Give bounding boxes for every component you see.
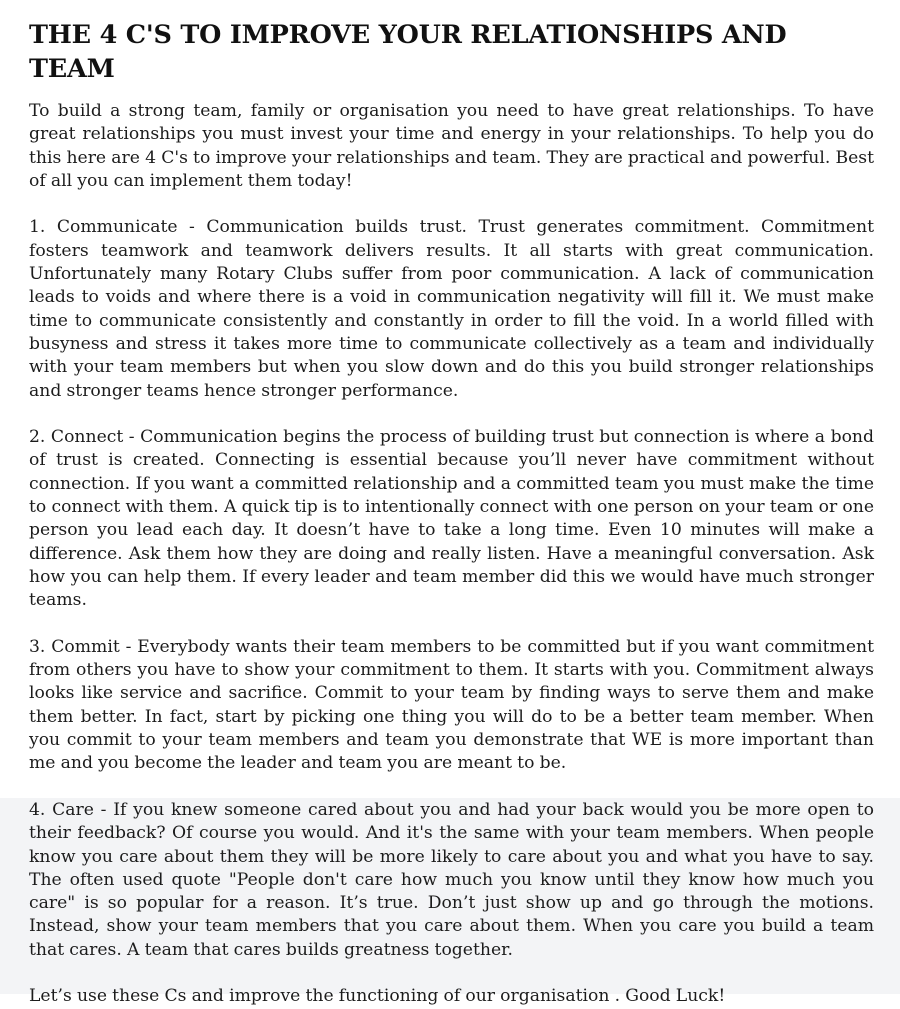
section-connect: 2. Connect - Communication begins the process of building trust but connection is where a bond of trust is created. Connecting is essential because you’ll never have commitment without connection. If you want a committed relationship and a committed team you must make the time to connect with them. A quick tip is to intentionally connect with one person on your team or one person you lead each day. It doesn’t have to take a long time. Even 10 minutes will make a difference. Ask them how they are doing and really listen. Have a meaningful conversation. Ask how you can help them. If every leader and team member did this we would have much stronger teams. (29, 427, 874, 611)
section-commit: 3. Commit - Everybody wants their team members to be committed but if you want commitment from others you have to show your commitment to them. It starts with you. Commitment always looks like service and sacrifice. Commit to your team by finding ways to serve them and make them better. In fact, start by picking one thing you will do to be a better team member. When you commit to your team members and team you demonstrate that WE is more important than me and you become the leader and team you are meant to be. (29, 636, 874, 774)
intro-paragraph: To build a strong team, family or organisation you need to have great relationships. To have great relationships you must invest your time and energy in your relationships. To help you do this here are 4 C's to improve your relationships and team. They are practical and powerful. Best of all you can implement them today! (29, 101, 874, 191)
article-title: THE 4 C'S TO IMPROVE YOUR RELATIONSHIPS AND TEAM (29, 20, 787, 84)
closing-paragraph: Let’s use these Cs and improve the functioning of our organisation . Good Luck! (29, 986, 726, 1007)
section-care: 4. Care - If you knew someone cared about you and had your back would you be more open to their feedback? Of course you would. And it's the same with your team members. When people know you care about them they will be more likely to care about you and what you have to say. The often used quote "People don't care how much you know until they know how much you care" is so popular for a reason. It’s true. Don’t just show up and go through the motions. Instead, show your team members that you care about them. When you care you build a team that cares. A team that cares builds greatness together. (29, 799, 874, 960)
section-communicate: 1. Communicate - Communication builds trust. Trust generates commitment. Commitment fosters teamwork and teamwork delivers results. It all starts with great communication. Unfortunately many Rotary Clubs suffer from poor communication. A lack of communication leads to voids and where there is a void in communication negativity will fill it. We must make time to communicate consistently and constantly in order to fill the void. In a world filled with busyness and stress it takes more time to communicate collectively as a team and individually with your team members but when you slow down and do this you build stronger relationships and stronger teams hence stronger performance. (29, 217, 874, 401)
